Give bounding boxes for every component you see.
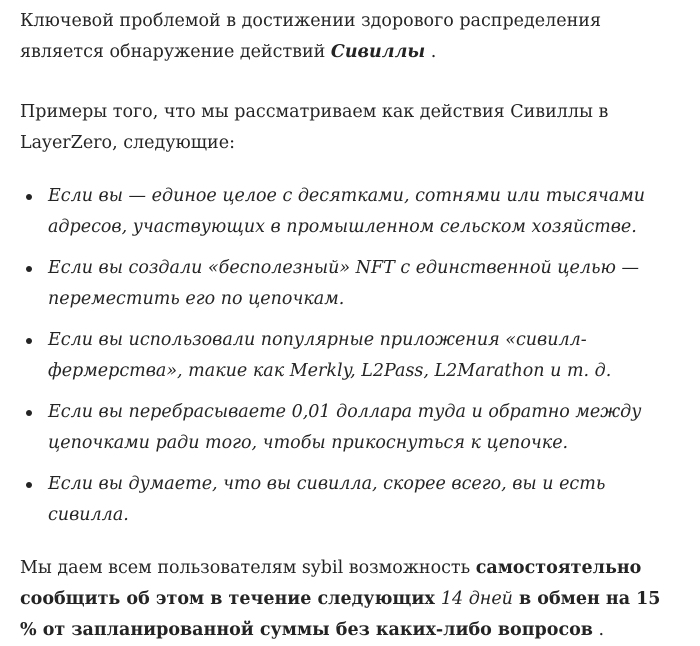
intro-paragraph xyxy=(20,6,680,68)
list-item xyxy=(20,253,680,315)
list-item-text: Если вы создали «бесполезный» NFT с единственной целью — переместить его по цепочкам. xyxy=(48,258,640,309)
list-item xyxy=(20,325,680,387)
bullet-dot-icon xyxy=(26,338,32,344)
list-item xyxy=(20,181,680,243)
self-report-lead: Мы даем всем пользователям sybil возможность xyxy=(20,558,476,578)
examples-intro-paragraph xyxy=(20,97,680,159)
bullet-dot-icon xyxy=(26,482,32,488)
list-item xyxy=(20,469,680,531)
sybil-examples-list xyxy=(20,181,680,531)
bullet-dot-icon xyxy=(26,194,32,200)
examples-intro-text: Примеры того, что мы рассматриваем как действия Сивиллы в LayerZero, следующие: xyxy=(20,102,609,153)
sybil-emphasis: Сивиллы xyxy=(330,42,426,62)
list-item-text: Если вы думаете, что вы сивилла, скорее всего, вы и есть сивилла. xyxy=(48,474,606,525)
list-item-text: Если вы использовали популярные приложения «сивилл-фермерства», такие как Merkly, L2Pass, L2Marathon и т. д. xyxy=(48,330,612,381)
list-item-text: Если вы — единое целое с десятками, сотнями или тысячами адресов, участвующих в промышленном сельском хозяйстве. xyxy=(48,186,646,237)
deadline-days: 14 дней xyxy=(440,589,513,609)
reward-bold: в обмен на 15 % от запланированной суммы без каких-либо вопросов xyxy=(20,589,661,640)
self-report-bold: самостоятельно сообщить об этом в течение следующих xyxy=(20,558,642,609)
list-item xyxy=(20,397,680,459)
self-report-tail: . xyxy=(592,620,605,640)
intro-text: Ключевой проблемой в достижении здорового распределения является обнаружение действий xyxy=(20,11,601,62)
self-report-paragraph xyxy=(20,553,680,646)
bullet-dot-icon xyxy=(26,266,32,272)
list-item-text: Если вы перебрасываете 0,01 доллара туда и обратно между цепочками ради того, чтобы прикоснуться к цепочке. xyxy=(48,402,642,453)
intro-tail: . xyxy=(425,42,437,62)
article-body xyxy=(20,6,680,646)
bullet-dot-icon xyxy=(26,410,32,416)
